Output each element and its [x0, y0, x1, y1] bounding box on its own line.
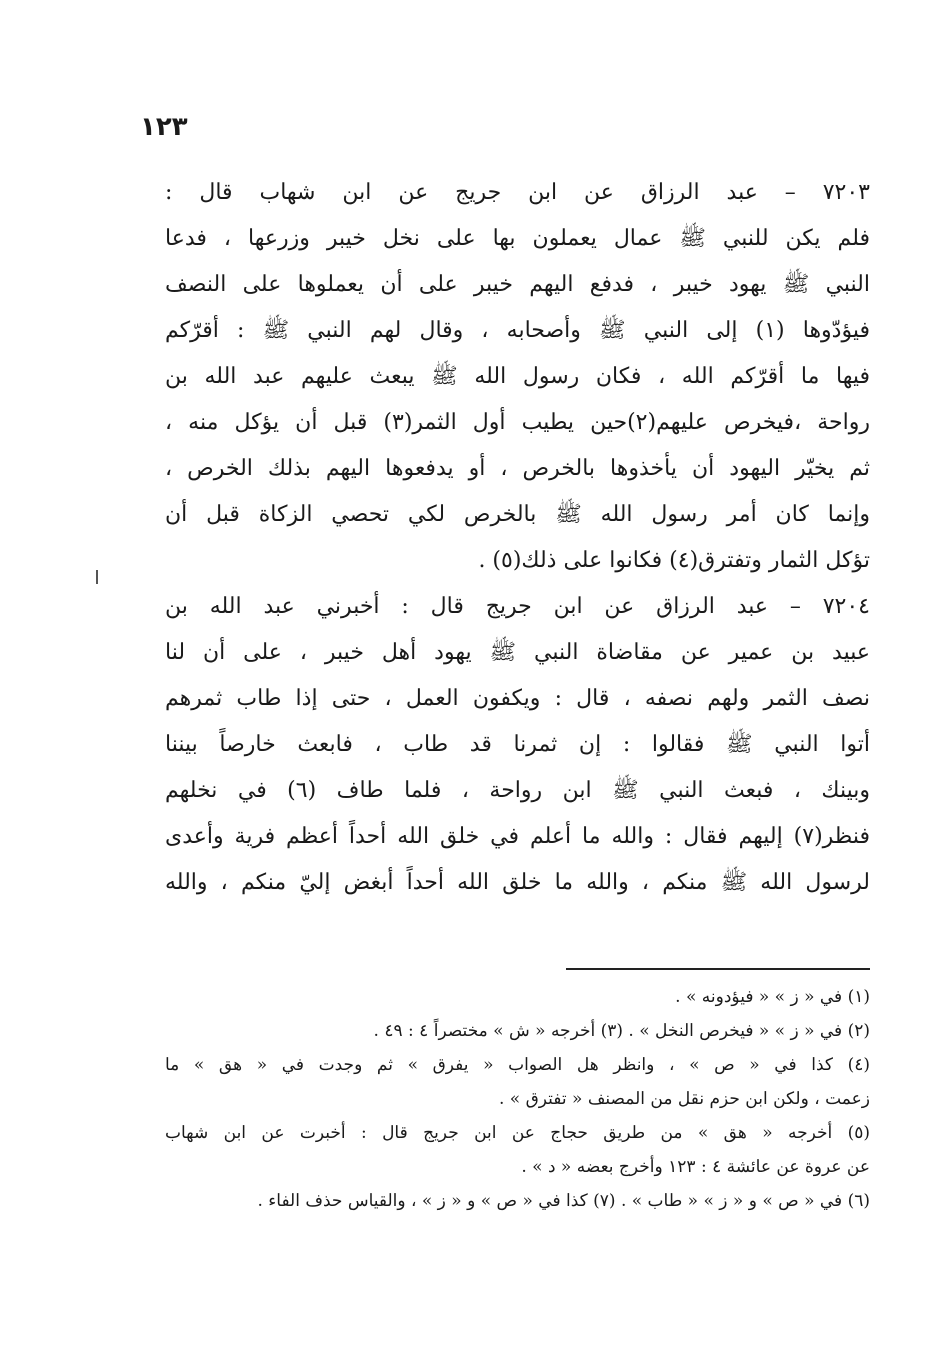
text-line: نصف الثمر ولهم نصفه ، قال : ويكفون العمل ، حتى إذا طاب ثمرهم: [165, 686, 870, 711]
text-line: فنظر(٧) إليهم فقال : والله ما أعلم في خلق الله أحداً أعظم فرية وأعدى: [165, 824, 870, 849]
footnote-divider: [566, 968, 870, 970]
text-line: لرسول الله ﷺ منكم ، والله ما خلق الله أحداً أبغض إليّ منكم ، والله: [165, 870, 870, 895]
margin-mark: [96, 570, 98, 584]
footnote-line: (٦) في « ص » و « ز » « طاب » . (٧) كذا في « ص » و « ز » ، والقياس حذف الفاء .: [257, 1191, 870, 1211]
text-line: ٧٢٠٤ – عبد الرزاق عن ابن جريج قال : أخبرني عبد الله بن: [165, 594, 870, 619]
footnote-line: زعمت ، ولكن ابن حزم نقل من المصنف « تفترق » .: [498, 1089, 870, 1109]
text-line: فيها ما أقرّكم الله ، فكان رسول الله ﷺ يبعث عليهم عبد الله بن: [165, 364, 870, 389]
footnote-line: (٢) في « ز » « فيخرص النخل » . (٣) أخرجه « ش » مختصراً ٤ : ٤٩ .: [373, 1021, 870, 1041]
footnotes: [165, 980, 870, 1218]
main-text: [165, 170, 870, 906]
hadith-7204: [165, 584, 870, 906]
text-line: وإنما كان أمر رسول الله ﷺ بالخرص لكي تحصي الزكاة قبل أن: [165, 502, 870, 527]
footnote-line: (٤) كذا في « ص » ، وانظر هل الصواب « يفرق » ثم وجدت في « هق » ما: [165, 1055, 870, 1075]
text-line: رواحة ،فيخرص عليهم(٢)حين يطيب أول الثمر(٣) قبل أن يؤكل منه ،: [165, 410, 870, 435]
text-line: فيؤدّوها (١) إلى النبي ﷺ وأصحابه ، وقال لهم النبي ﷺ : أقرّكم: [165, 318, 870, 343]
text-line: وبينك ، فبعث النبي ﷺ ابن رواحة ، فلما طاف (٦) في نخلهم: [165, 778, 870, 803]
text-line: أتوا النبي ﷺ فقالوا : إن ثمرنا قد طاب ، فابعث خارصاً بيننا: [165, 732, 870, 757]
text-line: عبيد بن عمير عن مقاضاة النبي ﷺ يهود أهل خيبر ، على أن لنا: [165, 640, 870, 665]
page-number: ١٢٣: [140, 112, 188, 142]
text-line: تؤكل الثمار وتفترق(٤) فكانوا على ذلك(٥) .: [478, 548, 870, 573]
text-line: ثم يخيّر اليهود أن يأخذوها بالخرص ، أو يدفعوها اليهم بذلك الخرص ،: [165, 456, 870, 481]
hadith-7203: [165, 170, 870, 584]
text-line: فلم يكن للنبي ﷺ عمال يعملون بها على نخل خيبر وزرعها ، فدعا: [165, 226, 870, 251]
footnote-line: (٥) أخرجه « هق » من طريق حجاج عن ابن جريج قال : أخبرت عن ابن شهاب: [165, 1123, 870, 1143]
footnote-line: (١) في « ز » « فيؤدونه » .: [675, 987, 870, 1007]
text-line: النبي ﷺ يهود خيبر ، فدفع اليهم خيبر على أن يعملوها على النصف: [165, 272, 870, 297]
footnote-line: عن عروة عن عائشة ٤ : ١٢٣ وأخرج بعضه « د » .: [521, 1157, 870, 1177]
text-line: ٧٢٠٣ – عبد الرزاق عن ابن جريج عن ابن شهاب قال :: [165, 180, 870, 205]
